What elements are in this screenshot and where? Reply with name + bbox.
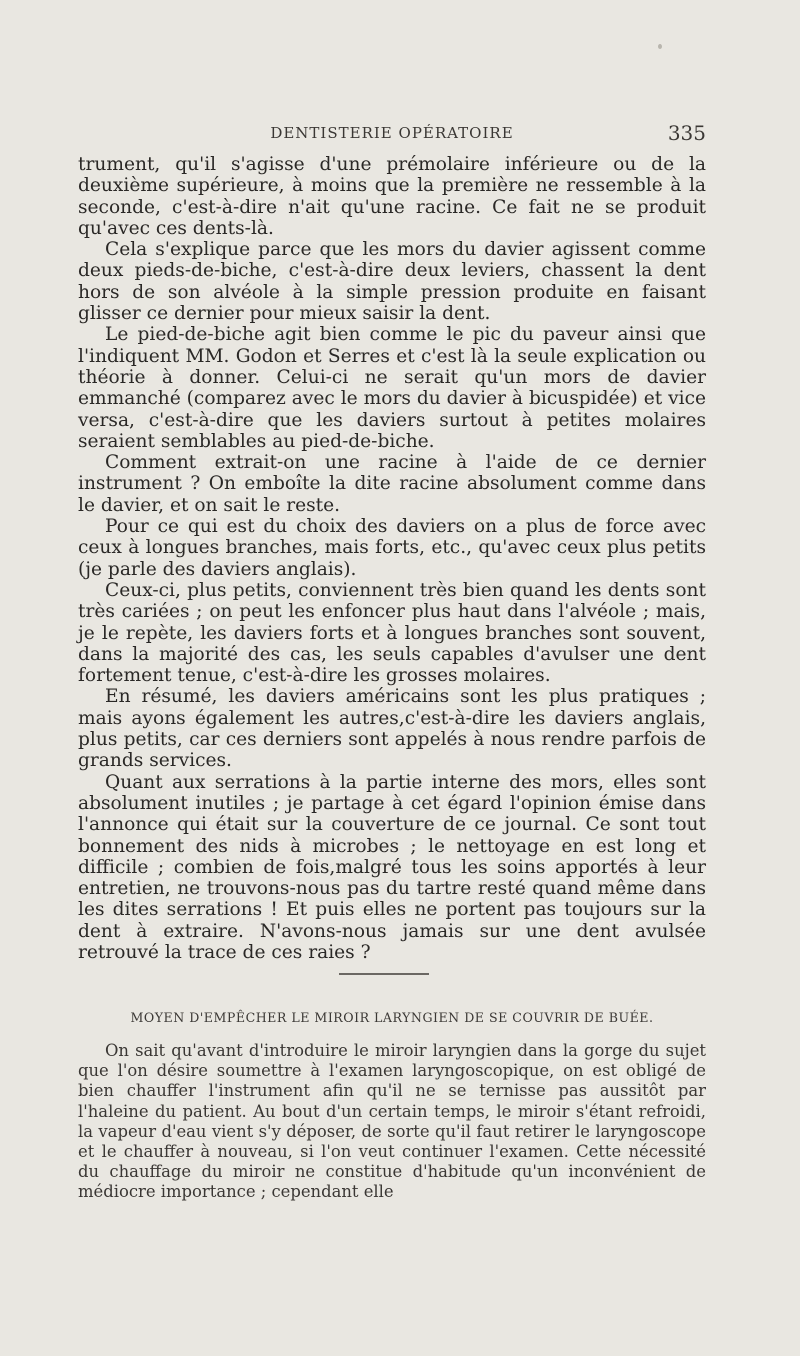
paragraph-continued: trument, qu'il s'agisse d'une prémolaire inférieure ou de la deuxième supérieure, à moins que la première ne ressemble à la seconde, c'est-à-dire n'ait qu'une racine. Ce fait ne se produit qu'avec ces dents-là.	[78, 154, 706, 239]
paragraph: En résumé, les daviers américains sont les plus pratiques ; mais ayons également les autres,c'est-à-dire les daviers anglais, plus petits, car ces derniers sont appelés à nous rendre parfois de grands services.	[78, 686, 706, 772]
section-divider	[339, 973, 429, 975]
running-title: DENTISTERIE OPÉRATOIRE	[270, 124, 514, 142]
article-body	[78, 154, 706, 963]
paragraph: Quant aux serrations à la partie interne des mors, elles sont absolument inutiles ; je partage à cet égard l'opinion émise dans l'annonce qui était sur la couverture de ce journal. Ce sont tout bonnement des nids à microbes ; le nettoyage en est long et difficile ; combien de fois,malgré tous les soins apportés à leur entretien, ne trouvons-nous pas du tartre resté quand même dans les dites serrations ! Et puis elles ne portent pas toujours sur la dent à extraire. N'avons-nous jamais sur une dent avulsée retrouvé la trace de ces raies ?	[78, 771, 706, 963]
paragraph: Comment extrait-on une racine à l'aide de ce dernier instrument ? On emboîte la dite racine absolument comme dans le davier, et on sait le reste.	[78, 452, 706, 516]
section-heading: MOYEN D'EMPÊCHER LE MIROIR LARYNGIEN DE SE COUVRIR DE BUÉE.	[130, 1010, 654, 1025]
page-header	[78, 121, 706, 146]
paragraph: Ceux-ci, plus petits, conviennent très bien quand les dents sont très cariées ; on peut les enfoncer plus haut dans l'alvéole ; mais, je le repète, les daviers forts et à longues branches sont souvent, dans la majorité des cas, les seuls capables d'avulser une dent fortement tenue, c'est-à-dire les grosses molaires.	[78, 579, 706, 687]
section-body	[78, 1041, 706, 1203]
paragraph: Cela s'explique parce que les mors du davier agissent comme deux pieds-de-biche, c'est-à-dire deux leviers, chassent la dent hors de son alvéole à la simple pression produite en faisant glisser ce dernier pour mieux saisir la dent.	[78, 239, 706, 325]
page-number: 335	[667, 121, 706, 145]
paragraph: Le pied-de-biche agit bien comme le pic du paveur ainsi que l'indiquent MM. Godon et Serres et c'est là la seule explication ou théorie à donner. Celui-ci ne serait qu'un mors de davier emmanché (comparez avec le mors du davier à bicuspidée) et vice versa, c'est-à-dire que les daviers surtout à petites molaires seraient semblables au pied-de-biche.	[78, 324, 706, 452]
paragraph: Pour ce qui est du choix des daviers on a plus de force avec ceux à longues branches, mais forts, etc., qu'avec ceux plus petits (je parle des daviers anglais).	[78, 516, 706, 580]
section-paragraph: On sait qu'avant d'introduire le miroir laryngien dans la gorge du sujet que l'on désire soumettre à l'examen laryngoscopique, on est obligé de bien chauffer l'instrument afin qu'il ne se ternisse pas aussitôt par l'haleine du patient. Au bout d'un certain temps, le miroir s'étant refroidi, la vapeur d'eau vient s'y déposer, de sorte qu'il faut retirer le laryngoscope et le chauffer à nouveau, si l'on veut continuer l'examen. Cette nécessité du chauffage du miroir ne constitue d'habitude qu'un inconvénient de médiocre importance ; cependant elle	[78, 1041, 706, 1202]
paper-speck	[658, 44, 662, 49]
